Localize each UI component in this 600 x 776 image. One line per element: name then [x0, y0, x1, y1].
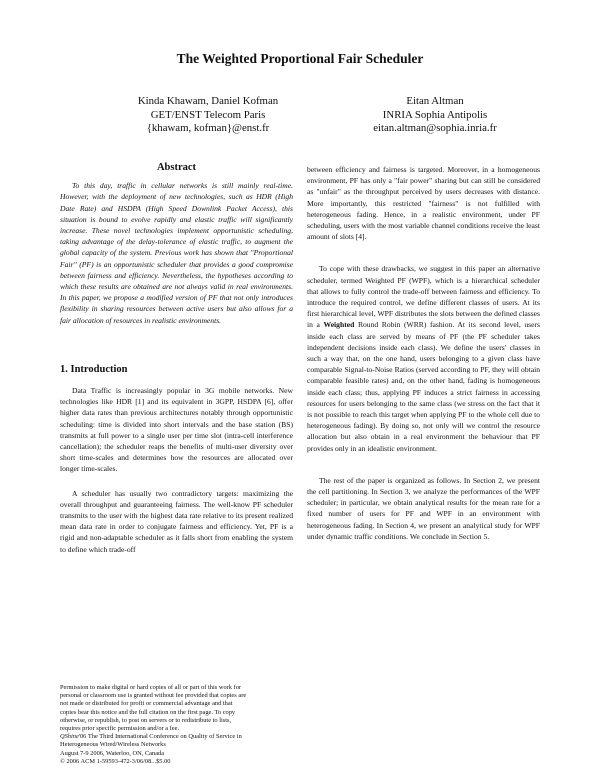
author-email: eitan.altman@sophia.inria.fr	[373, 122, 497, 135]
intro-paragraph-1: Data Traffic is increasingly popular in 3G mobile networks. New technologies like HDR [1] and its equivalent in 3GPP, HSDPA [6], offer higher data rates than previous architectures notably through opportunistic scheduling: time is divided into short intervals and the base station (BS) transmits at full power to a single user per time slot (intra-cell interference cancellation); the scheduler reaps the benefits of multi-user diversity over short time-scales and determines how the resources are allocated over longer time-scales.	[60, 386, 293, 474]
abstract-heading: Abstract	[156, 162, 197, 173]
left-column	[60, 162, 293, 555]
author-email: {khawam, kofman}@enst.fr	[146, 122, 270, 135]
footnote-line: Permission to make digital or hard copies of all or part of this work for	[60, 684, 242, 691]
conference-line-2: Heterogeneous Wired/Wireless Networks	[60, 741, 166, 749]
right-column	[307, 164, 540, 542]
conference-line	[60, 733, 293, 741]
author-names: Eitan Altman	[406, 95, 464, 107]
footnote-line: copies bear this notice and the full citation on the first page. To copy	[60, 708, 236, 716]
paper-title: The Weighted Proportional Fair Scheduler	[176, 51, 424, 66]
author-block-1	[108, 95, 308, 136]
conference-location: August 7-9 2006, Waterloo, ON, Canada	[60, 749, 165, 757]
conference-title: '06 The Third International Conference on Quality of Service in	[78, 733, 242, 741]
copyright-notice: © 2006 ACM 1-59593-472-3/06/08...$5.00	[60, 757, 171, 765]
author-affiliation: INRIA Sophia Antipolis	[382, 108, 488, 121]
abstract-text: To this day, traffic in cellular networks is still mainly real-time. However, with the deployment of new technologies, such as HDR (High Date Rate) and HSDPA (High Speed Downlink Packet Access), this situation is bound to evolve rapidly and elastic traffic will significantly increase. These novel technologies implement opportunistic scheduling, taking advantage of the delay-tolerance of elastic traffic, to augment the global capacity of the system. Previous work has shown that "Proportional Fair" (PF) is an opportunistic scheduler that provides a good compromise between fairness and efficiency. Nevertheless, the hypotheses according to which these results are obtained are not always valid in real environments. In this paper, we propose a modified version of PF that not only introduces flexibility in sharing resources between active users but also allows for a fair allocation of resources in realistic environments.	[60, 181, 293, 325]
copyright-footnote	[60, 684, 293, 766]
right-paragraph-3: The rest of the paper is organized as follows. In Section 2, we present the cell partitioning. In Section 3, we analyze the performances of the WPF scheduler; in particular, we obtain analytical results for the mean rate for a fixed number of users for PF and WPF in an environment with heterogeneous fading. In Section 4, we present an analytical study for WPF under dynamic traffic conditions. We conclude in Section 5.	[307, 475, 540, 541]
section-heading-introduction: 1. Introduction	[60, 363, 128, 375]
author-names: Kinda Khawam, Daniel Kofman	[137, 95, 279, 107]
p2-text-after: Round Robin (WRR) fashion. At its second level, users inside each class are served by means of PF (the PF scheduler takes independent decisions inside each class). We define the users' classes in such a way that, on the one hand, users belonging to a given class have comparable Signal-to-Noise Ratios (served according to PF, they will obtain comparable feasible rates) and, on the other hand, fading is homogeneous inside each class; thus, applying PF induces a strict fairness in accessing resources for users belonging to the same class (we stress on the fact that it is not possible to reach this target when applying PF to the whole cell due to heterogeneous fading). By doing so, not only will we control the resource allocation but also obtain in a real environment the behaviour that PF provides only in an idealistic environment.	[307, 320, 540, 453]
footnote-line: otherwise, or republish, to post on servers or to redistribute to lists,	[60, 716, 232, 724]
author-block-2	[320, 95, 550, 136]
author-affiliation: GET/ENST Telecom Paris	[150, 108, 266, 121]
intro-paragraph-2: A scheduler has usually two contradictory targets: maximizing the overall throughput and guaranteeing fairness. The well-know PF scheduler transmits to the user with the highest data rate relative to its present realized mean data rate in order to conjugate fairness and efficiency. Yet, PF is a rigid and non-adaptable scheduler as it falls short from enabling the system to define which trade-off	[60, 488, 293, 554]
right-paragraph-1: between efficiency and fairness is targeted. Moreover, in a homogeneous environment, PF has only a "fair power" sharing but can still be considered as "unfair" as the throughput perceived by users decreases with distance. More importantly, this restricted "fairness" is not fulfilled with heterogeneous fading. Hence, in a realistic environment, under PF scheduling, users with the most variable channel conditions receive the least amount of slots [4].	[307, 165, 540, 242]
footnote-line: requires prior specific permission and/or a fee.	[60, 725, 180, 733]
footnote-line: not made or distributed for profit or commercial advantage and that	[60, 700, 233, 708]
p2-bold-term: Weighted	[323, 320, 355, 330]
footnote-line: personal or classroom use is granted without fee provided that copies are	[60, 692, 247, 700]
p2-text-before: To cope with these drawbacks, we suggest in this paper an alternative scheduler, termed Weighted PF (WPF), which is a hierarchical scheduler that allows to fully control the trade-off between fairness and efficiency. To introduce the required control, we define different classes of users. At its first hierarchical level, WPF distributes the slots between the defined classes in a	[307, 264, 540, 330]
conference-name: QShine	[60, 733, 79, 741]
right-paragraph-2	[307, 263, 540, 453]
